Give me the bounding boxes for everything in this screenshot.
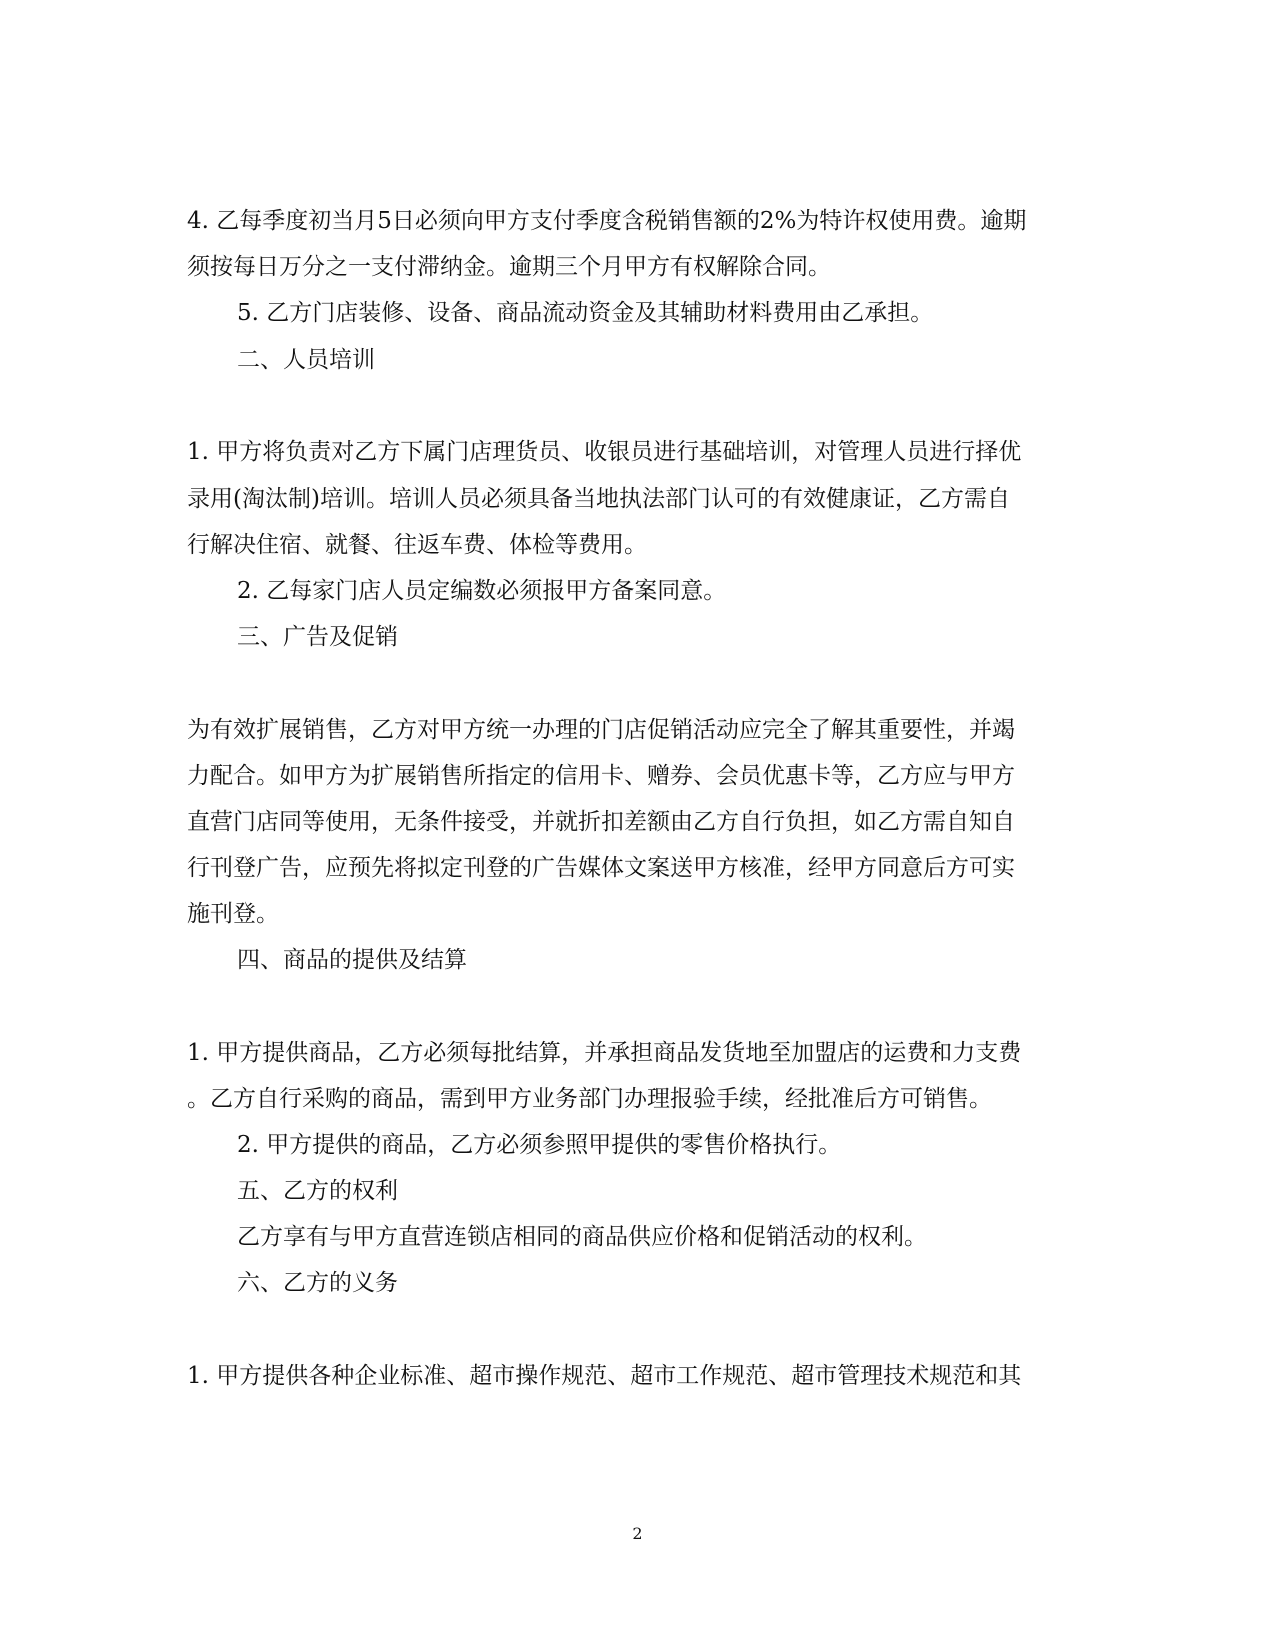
section-heading: 二、人员培训	[237, 347, 375, 373]
paragraph-line: 1. 甲方提供商品，乙方必须每批结算，并承担商品发货地至加盟店的运费和力支费	[187, 1040, 1022, 1066]
paragraph-line: 4. 乙每季度初当月5日必须向甲方支付季度含税销售额的2%为特许权使用费。逾期	[187, 208, 1027, 234]
paragraph-line: 行刊登广告，应预先将拟定刊登的广告媒体文案送甲方核准，经甲方同意后方可实	[187, 855, 1015, 881]
paragraph-line: 1. 甲方提供各种企业标准、超市操作规范、超市工作规范、超市管理技术规范和其	[187, 1363, 1022, 1389]
paragraph-line: 行解决住宿、就餐、往返车费、体检等费用。	[187, 532, 647, 558]
paragraph-line: 力配合。如甲方为扩展销售所指定的信用卡、赠券、会员优惠卡等，乙方应与甲方	[187, 763, 1015, 789]
section-heading: 五、乙方的权利	[237, 1178, 398, 1204]
paragraph-line: 乙方享有与甲方直营连锁店相同的商品供应价格和促销活动的权利。	[237, 1224, 927, 1250]
paragraph-line: 2. 甲方提供的商品，乙方必须参照甲提供的零售价格执行。	[237, 1132, 842, 1158]
paragraph-line: 5. 乙方门店装修、设备、商品流动资金及其辅助材料费用由乙承担。	[237, 300, 934, 326]
paragraph-line: 录用(淘汰制)培训。培训人员必须具备当地执法部门认可的有效健康证，乙方需自	[187, 486, 1010, 512]
paragraph-line: 。乙方自行采购的商品，需到甲方业务部门办理报验手续，经批准后方可销售。	[187, 1086, 992, 1112]
paragraph-line: 直营门店同等使用，无条件接受，并就折扣差额由乙方自行负担，如乙方需自知自	[187, 809, 1015, 835]
section-heading: 六、乙方的义务	[237, 1270, 398, 1296]
paragraph-line: 为有效扩展销售，乙方对甲方统一办理的门店促销活动应完全了解其重要性，并竭	[187, 717, 1015, 743]
section-heading: 四、商品的提供及结算	[237, 947, 467, 973]
page-number: 2	[632, 1524, 643, 1543]
section-heading: 三、广告及促销	[237, 624, 398, 650]
paragraph-line: 施刊登。	[187, 901, 279, 927]
paragraph-line: 1. 甲方将负责对乙方下属门店理货员、收银员进行基础培训，对管理人员进行择优	[187, 439, 1022, 465]
paragraph-line: 须按每日万分之一支付滞纳金。逾期三个月甲方有权解除合同。	[187, 254, 831, 280]
paragraph-line: 2. 乙每家门店人员定编数必须报甲方备案同意。	[237, 578, 727, 604]
